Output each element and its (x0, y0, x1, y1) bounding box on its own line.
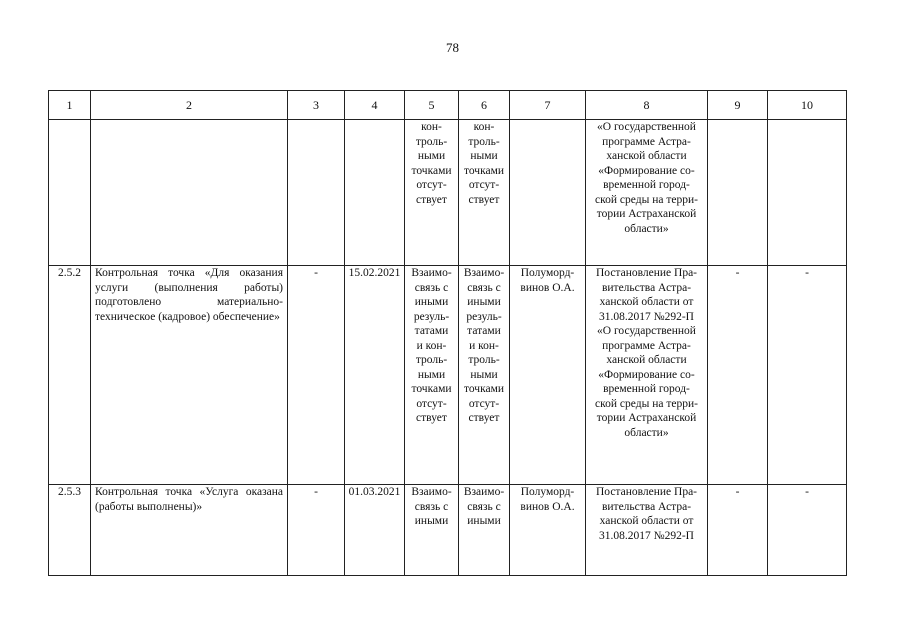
header-cell: 1 (49, 91, 91, 120)
row-col3 (288, 120, 345, 266)
row-col9 (708, 120, 768, 266)
row-col6: Взаимо- связь с иными резуль- татами и кон- троль- ными точками отсут- ствует (459, 266, 510, 485)
row-col3: - (288, 266, 345, 485)
row-name (91, 120, 288, 266)
row-col10 (768, 120, 847, 266)
row-col6: кон- троль- ными точками отсут- ствует (459, 120, 510, 266)
row-col5: кон- троль- ными точками отсут- ствует (405, 120, 459, 266)
header-cell: 9 (708, 91, 768, 120)
row-col10: - (768, 485, 847, 576)
row-name: Контрольная точка «Для оказания услуги (выполнения работы) подготовлено материально-техническое (кадровое) обеспечение» (91, 266, 288, 485)
row-document: Постановление Пра- вительства Астра- ханской области от 31.08.2017 №292-П (586, 485, 708, 576)
table-row (49, 266, 847, 485)
table-row (49, 485, 847, 576)
row-responsible: Полуморд- винов О.А. (510, 266, 586, 485)
row-number: 2.5.3 (49, 485, 91, 576)
row-col10: - (768, 266, 847, 485)
row-name: Контрольная точка «Услуга оказана (работы выполнены)» (91, 485, 288, 576)
header-cell: 2 (91, 91, 288, 120)
row-col9: - (708, 485, 768, 576)
table-row (49, 120, 847, 266)
data-table (48, 90, 847, 576)
row-col6: Взаимо- связь с иными (459, 485, 510, 576)
header-cell: 6 (459, 91, 510, 120)
header-cell: 4 (345, 91, 405, 120)
row-number (49, 120, 91, 266)
row-col5: Взаимо- связь с иными (405, 485, 459, 576)
row-responsible: Полуморд- винов О.А. (510, 485, 586, 576)
header-cell: 3 (288, 91, 345, 120)
page-number: 78 (446, 40, 459, 55)
row-col3: - (288, 485, 345, 576)
header-row (49, 91, 847, 120)
row-document: Постановление Пра- вительства Астра- ханской области от 31.08.2017 №292-П «О государственной программе Астра- ханской области «Формирование со- временной город- ской среды на терри- тории Астраханской области» (586, 266, 708, 485)
header-cell: 10 (768, 91, 847, 120)
row-col9: - (708, 266, 768, 485)
row-number: 2.5.2 (49, 266, 91, 485)
row-date (345, 120, 405, 266)
header-cell: 7 (510, 91, 586, 120)
row-col5: Взаимо- связь с иными резуль- татами и кон- троль- ными точками отсут- ствует (405, 266, 459, 485)
row-date: 15.02.2021 (345, 266, 405, 485)
header-cell: 8 (586, 91, 708, 120)
row-date: 01.03.2021 (345, 485, 405, 576)
row-document: «О государственной программе Астра- ханской области «Формирование со- временной город- ской среды на терри- тории Астраханской области» (586, 120, 708, 266)
row-responsible (510, 120, 586, 266)
header-cell: 5 (405, 91, 459, 120)
